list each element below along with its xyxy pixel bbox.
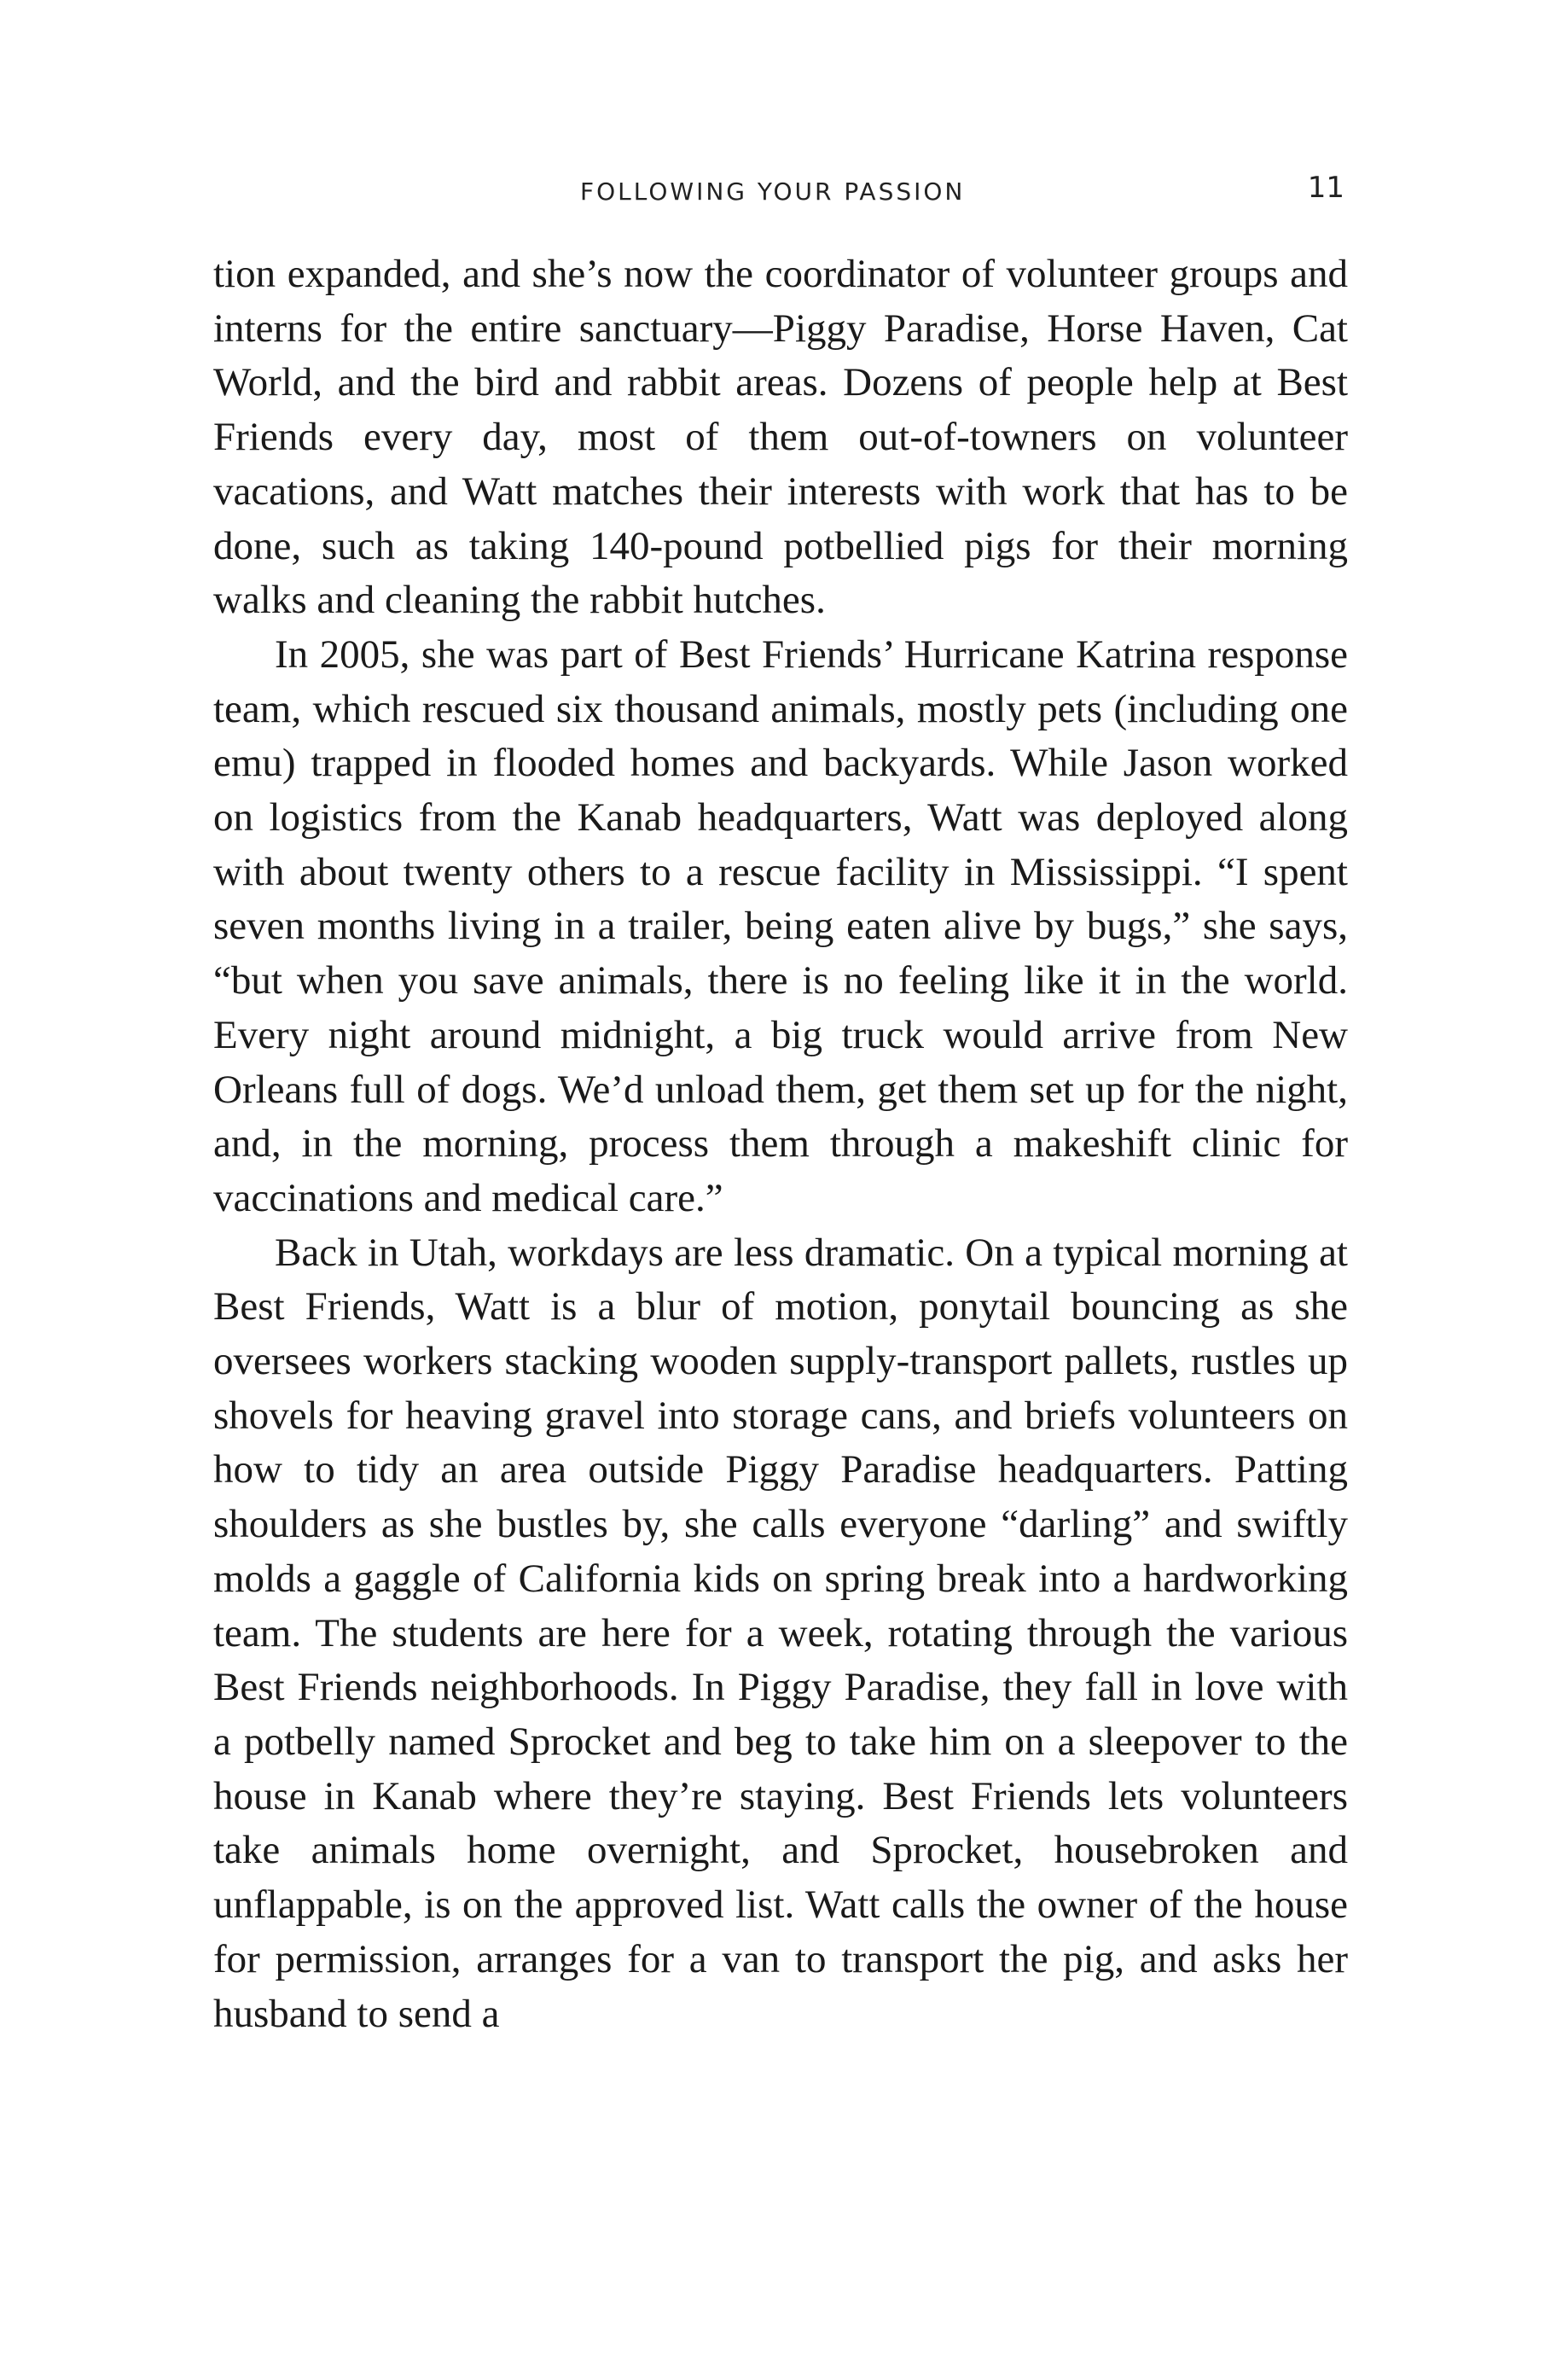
body-text: [213, 247, 1348, 2041]
paragraph-continuation: tion expanded, and she’s now the coordinator of volunteer groups and interns for the entire sanctuary—Piggy Paradise, Horse Haven, Cat World, and the bird and rabbit areas. Dozens of people help at Best Friends every day, most of them out-of-towners on volunteer vacations, and Watt matches their interests with work that has to be done, such as taking 140-pound potbellied pigs for their morning walks and cleaning the rabbit hutches.: [213, 252, 1348, 623]
paragraph-katrina: In 2005, she was part of Best Friends’ Hurricane Katrina response team, which rescued six thousand animals, mostly pets (including one emu) trapped in flooded homes and backyards. While Jason worked on logistics from the Kanab headquarters, Watt was deployed along with about twenty others to a rescue facility in Mississippi. “I spent seven months living in a trailer, being eaten alive by bugs,” she says, “but when you save animals, there is no feeling like it in the world. Every night around midnight, a big truck would arrive from New Orleans full of dogs. We’d unload them, get them set up for the night, and, in the morning, process them through a makeshift clinic for vaccinations and medical care.”: [213, 631, 1348, 1220]
running-head: [0, 169, 1568, 220]
page-number: 11: [1307, 171, 1344, 205]
running-title: FOLLOWING YOUR PASSION: [580, 177, 966, 206]
paragraph-utah: Back in Utah, workdays are less dramatic. On a typical morning at Best Friends, Watt is a blur of motion, ponytail bouncing as she oversees workers stacking wooden supply-transport pallets, rustles up shovels for heaving gravel into storage cans, and briefs volunteers on how to tidy an area outside Piggy Paradise headquarters. Patting shoulders as she bustles by, she calls everyone “darling” and swiftly molds a gaggle of California kids on spring break into a hardworking team. The students are here for a week, rotating through the various Best Friends neighborhoods. In Piggy Paradise, they fall in love with a potbelly named Sprocket and beg to take him on a sleepover to the house in Kanab where they’re staying. Best Friends lets volunteers take animals home overnight, and Sprocket, housebroken and unflappable, is on the approved list. Watt calls the owner of the house for permission, arranges for a van to transport the pig, and asks her husband to send a: [213, 1230, 1348, 2036]
